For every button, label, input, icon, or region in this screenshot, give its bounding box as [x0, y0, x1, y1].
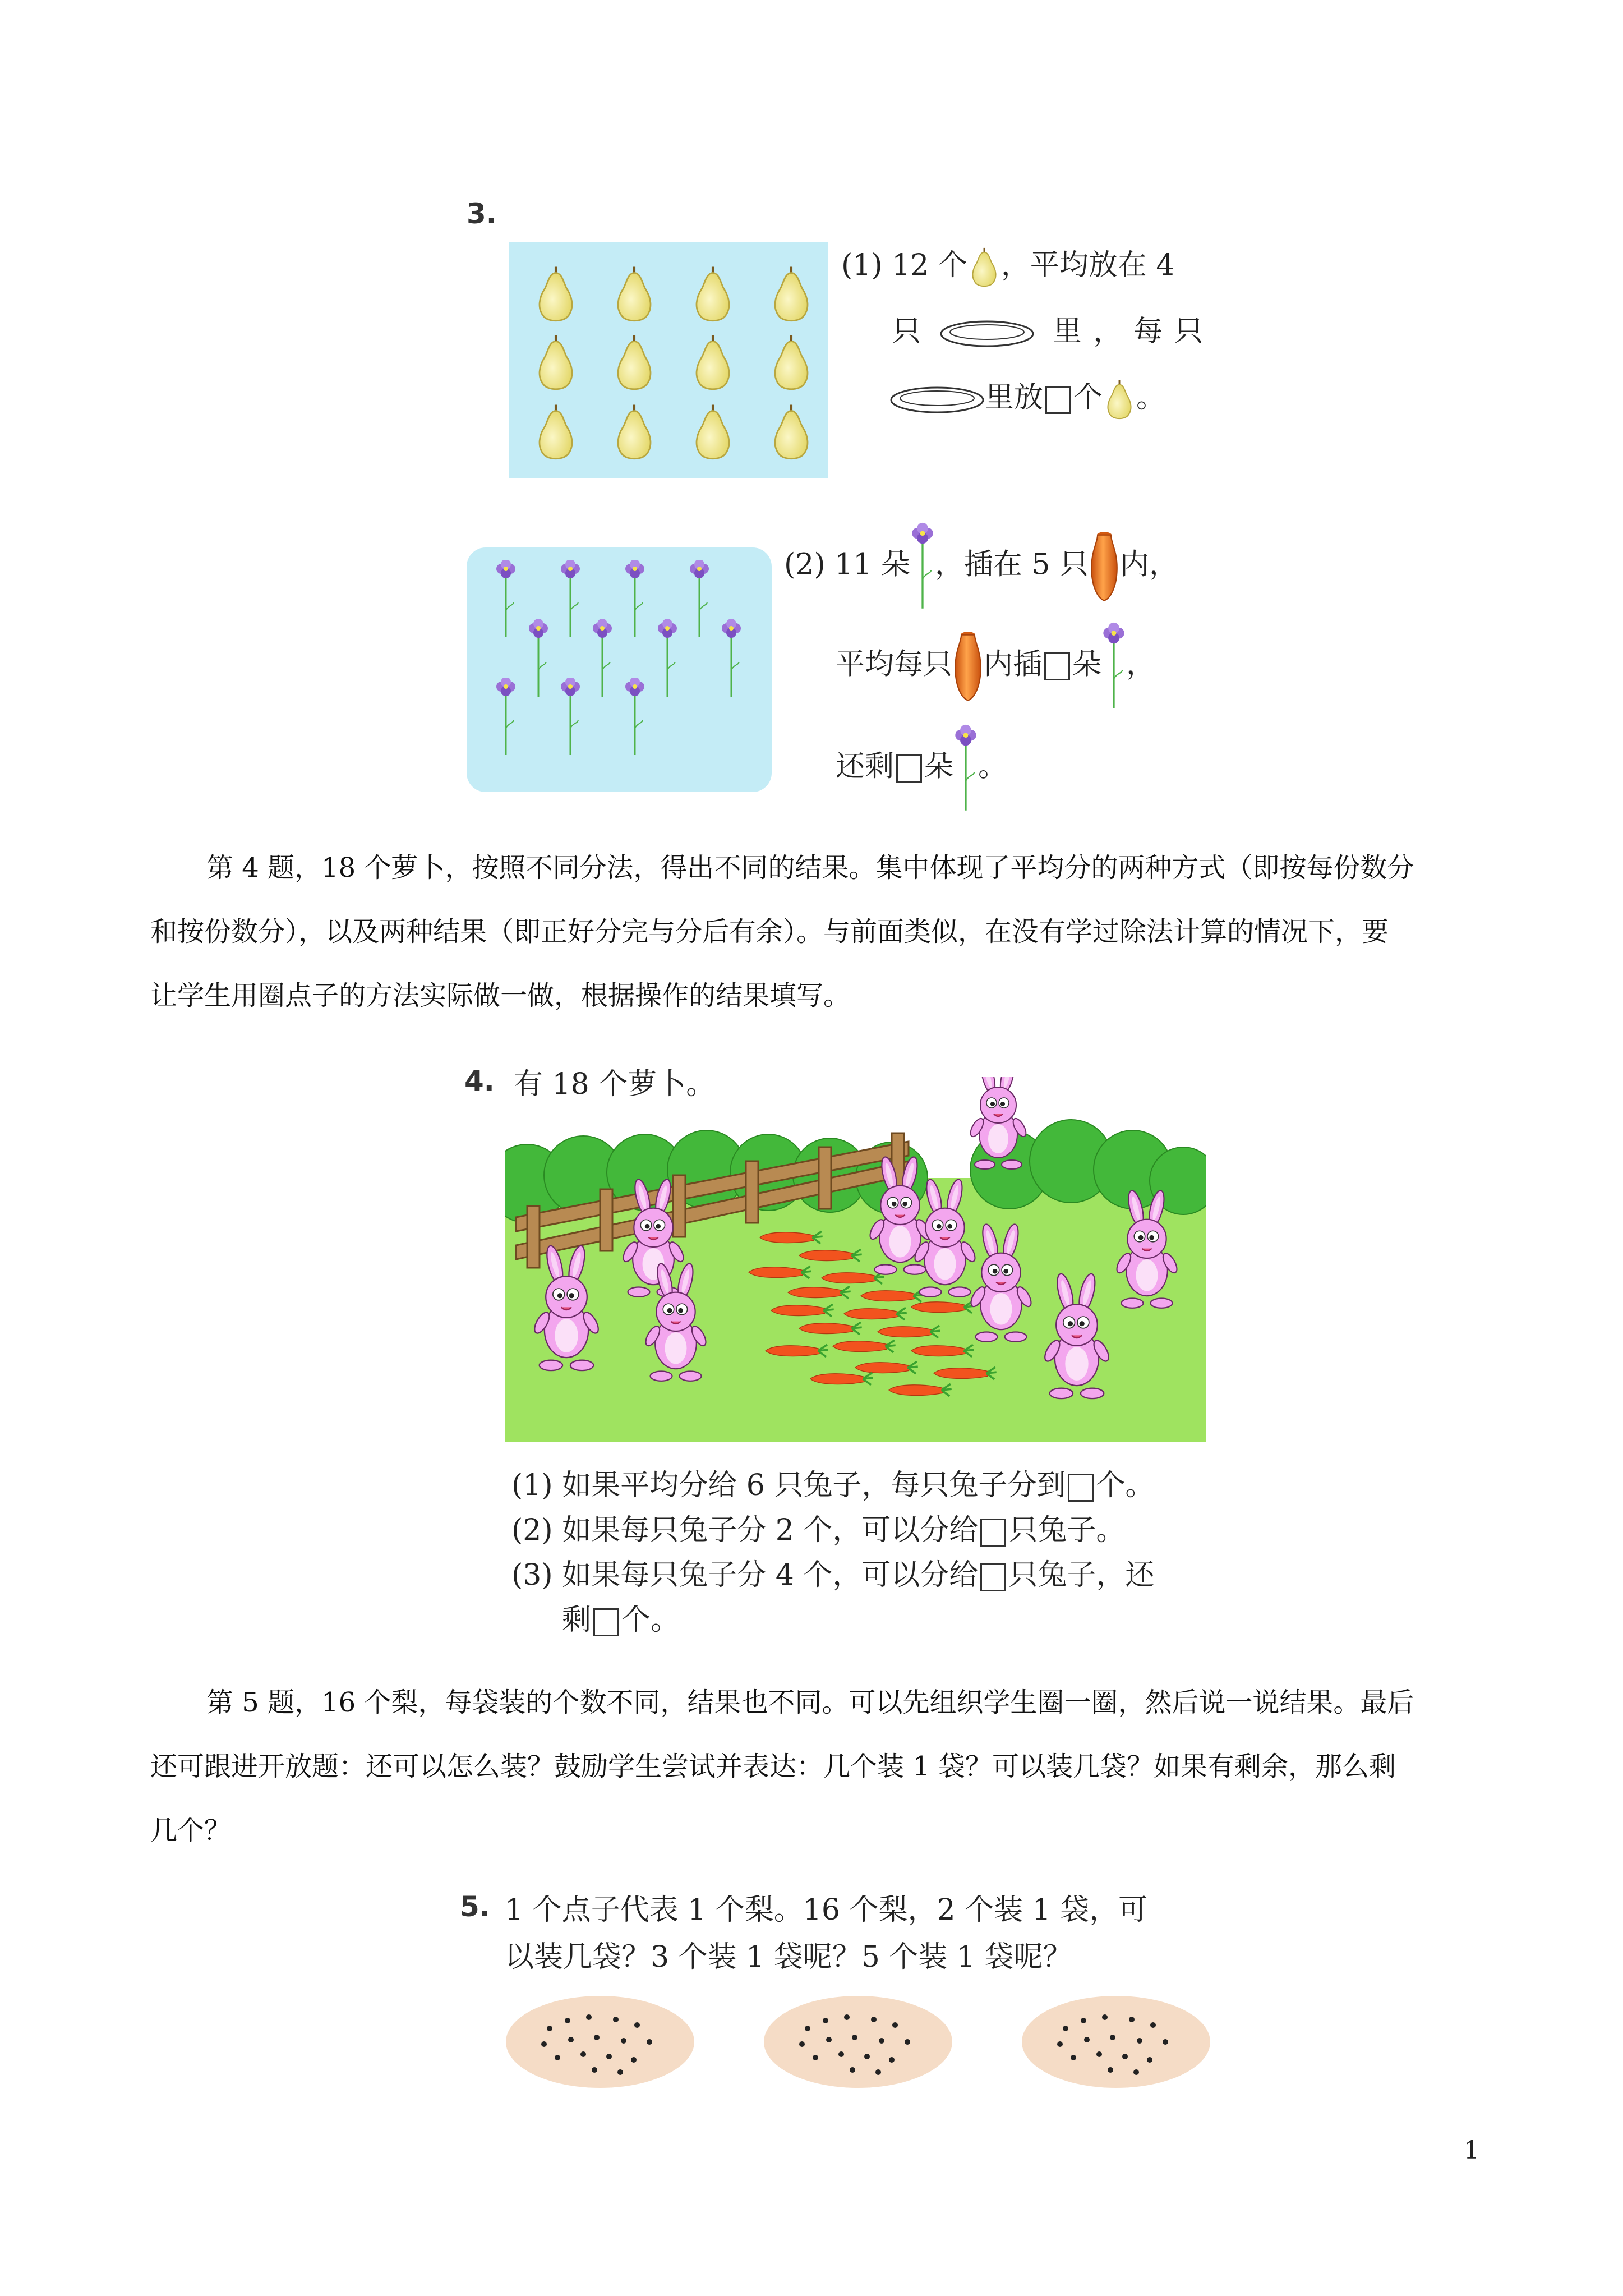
paragraph-line: 第 4 题，18 个萝卜，按照不同分法，得出不同的结果。集中体现了平均分的两种方式（即按每份数分	[206, 852, 1414, 884]
paragraph-q4	[150, 836, 1485, 1028]
pear-icon	[540, 405, 572, 459]
pear-grid	[509, 242, 828, 478]
pear-icon	[618, 335, 651, 389]
q3-part1-line2: 只 里，每只	[892, 315, 1215, 348]
plate-icon	[939, 319, 1035, 348]
q5-line2: 以装几袋？3 个装 1 袋呢？5 个装 1 袋呢？	[505, 1940, 1072, 1974]
flower-icon	[496, 559, 515, 637]
flower-icon	[953, 724, 978, 813]
q3-number: 3.	[467, 197, 497, 230]
pear-icon	[618, 405, 651, 459]
answer-box[interactable]	[896, 754, 922, 783]
flower-icon	[593, 619, 612, 697]
paragraph-line: 让学生用圈点子的方法实际做一做，根据操作的结果填写。	[150, 980, 851, 1011]
plate-icon	[889, 385, 985, 415]
rabbit-scene	[505, 1077, 1206, 1442]
q4-subq2: (2) 如果每只兔子分 2 个，可以分给 只兔子。	[511, 1513, 1126, 1547]
q4-subq3: (3) 如果每只兔子分 4 个，可以分给 只兔子，还	[511, 1558, 1155, 1592]
flower-icon	[496, 677, 515, 755]
q3-part1-line1: (1) 12 个 ，平均放在 4	[841, 241, 1175, 289]
q3-part2-line2: 平均每只 内插 朵 ，	[836, 622, 1155, 711]
pear-icon	[540, 267, 572, 321]
q4-number: 4.	[464, 1065, 495, 1097]
q3-part2-line3: 还剩 朵 。	[836, 724, 1007, 813]
pear-icon	[1103, 378, 1136, 422]
vase-icon	[952, 630, 984, 703]
flower-icon	[561, 677, 580, 755]
q4-subq1: (1) 如果平均分给 6 只兔子，每只兔子分到 个。	[511, 1469, 1155, 1502]
paragraph-line: 第 5 题，16 个梨，每袋装的个数不同，结果也不同。可以先组织学生圈一圈，然后说一说结果。最后	[206, 1687, 1414, 1718]
pear-icon	[775, 405, 808, 459]
flower-icon	[625, 559, 644, 637]
paragraph-line: 和按份数分），以及两种结果（即正好分完与分后有余）。与前面类似，在没有学过除法计算的情况下，要	[150, 916, 1389, 947]
pear-icon	[618, 267, 651, 321]
pear-icon	[540, 335, 572, 389]
pear-icon	[967, 246, 1001, 289]
pear-icon	[697, 267, 729, 321]
rabbit-scene-art	[505, 1077, 1206, 1442]
flower-icon	[690, 559, 709, 637]
flower-grid	[467, 547, 772, 792]
flower-icon	[561, 559, 580, 637]
answer-box[interactable]	[980, 1563, 1006, 1591]
pear-panel	[509, 242, 828, 478]
page-number: 1	[1464, 2136, 1479, 2165]
flower-panel	[467, 547, 772, 792]
pear-icon	[775, 335, 808, 389]
q3-part1-line3: 里放 个 。	[889, 374, 1165, 422]
pear-icon	[775, 267, 808, 321]
answer-box[interactable]	[593, 1608, 619, 1636]
flower-icon	[658, 619, 677, 697]
answer-box[interactable]	[1044, 652, 1070, 680]
dot-ovals-art	[505, 1986, 1211, 2098]
paragraph-line: 几个？	[150, 1815, 232, 1846]
q4-title: 有 18 个萝卜。	[514, 1068, 716, 1101]
q5-line1: 1 个点子代表 1 个梨。16 个梨，2 个装 1 袋，可	[505, 1893, 1148, 1927]
q5-number: 5.	[460, 1890, 490, 1923]
dot-oval-icon	[506, 1996, 694, 2088]
answer-box[interactable]	[1045, 386, 1071, 414]
flower-icon	[625, 677, 644, 755]
pear-icon	[697, 335, 729, 389]
q3-part2-line1: (2) 11 朵 ，插在 5 只 内，	[784, 522, 1178, 611]
dot-ovals	[505, 1986, 1211, 2098]
dot-oval-icon	[764, 1996, 952, 2088]
answer-box[interactable]	[1068, 1474, 1094, 1502]
flower-icon	[910, 522, 935, 611]
flower-icon	[529, 619, 548, 697]
paragraph-q5	[150, 1671, 1485, 1862]
flower-icon	[1101, 622, 1126, 711]
pear-icon	[697, 405, 729, 459]
vase-icon	[1089, 530, 1120, 603]
answer-box[interactable]	[980, 1519, 1006, 1547]
dot-oval-icon	[1022, 1996, 1210, 2088]
paragraph-line: 还可跟进开放题：还可以怎么装？鼓励学生尝试并表达：几个装 1 袋？可以装几袋？如果有剩余，那么剩	[150, 1751, 1396, 1782]
flower-icon	[722, 619, 741, 697]
q4-subq3-cont: 剩 个。	[562, 1603, 680, 1637]
